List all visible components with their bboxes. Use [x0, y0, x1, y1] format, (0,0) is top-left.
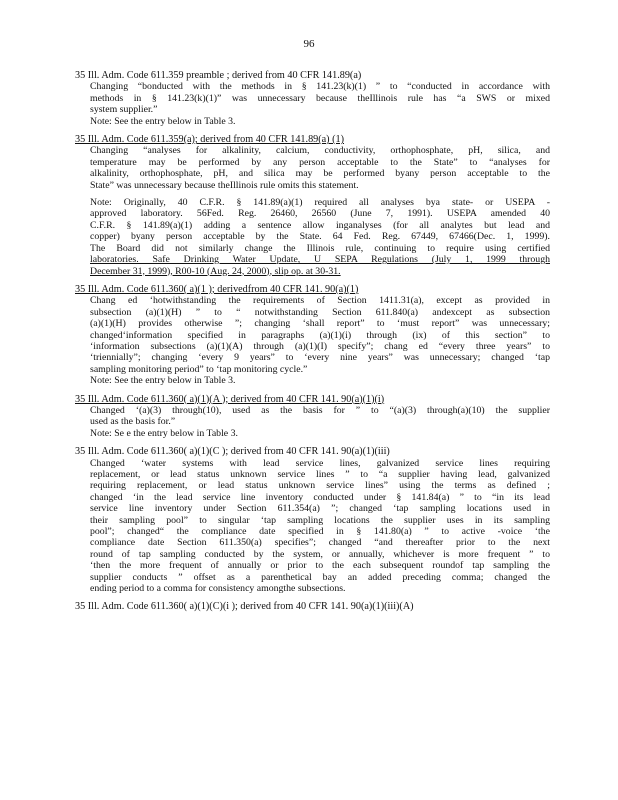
entry-text-line: subsection (a)(1)(H) ” to “ notwithstanding Section 611.840(a) andexcept as subsection	[90, 306, 550, 318]
entry-heading: 35 Ill. Adm. Code 611.360( a)(1)(C ); derived from 40 CFR 141. 90(a)(1)(iii)	[75, 446, 390, 458]
entry-note-line: approved laboratory. 56Fed. Reg. 26460, 26560 (June 7, 1991). USEPA amended 40	[90, 208, 550, 220]
entry-text-line: replacement, or lead status unknown service lines ” to “a supplier having lead, galvanized	[90, 469, 550, 480]
entry-note-line: copper) byany person acceptable by the State. 64 Fed. Reg. 67449, 67466(Dec. 1, 1999).	[90, 231, 550, 243]
entry-note-line: C.F.R. § 141.89(a)(1) adding a sentence allow inganalyses (for all analytes but lead and	[90, 219, 550, 231]
entry-text-line: (a)(1)(H) provides otherwise ”; changing ‘shall report” to ‘must report” was unnecessary;	[90, 318, 550, 330]
table-entry	[75, 601, 550, 612]
entry-text-line: sampling monitoring period” to ‘tap monitoring cycle.”	[90, 363, 308, 375]
entry-text-line: ending period to a comma for consistency amongthe subsections.	[90, 583, 346, 595]
entry-text-line: round of tap sampling conducted by the system, or annually, whichever is more frequent ” to	[90, 548, 550, 560]
entry-heading: 35 Ill. Adm. Code 611.360( a)(1)(A ); derived from 40 CFR 141. 90(a)(1)(i)	[75, 393, 385, 405]
table-entry	[75, 394, 550, 440]
entry-text-line: their sampling pool” to singular ‘tap sampling locations the supplier uses in its sampling	[90, 514, 550, 526]
entry-heading: 35 Ill. Adm. Code 611.359(a); derived from 40 CFR 141.89(a) (1)	[75, 134, 344, 146]
entry-text-line: compliance date Section 611.350(a) specifies”; changed “and thereafter prior to the next	[90, 537, 550, 549]
entry-text-line: changed ‘in the lead service line inventory conducted under § 141.84(a) ” to “in its lead	[90, 491, 550, 503]
entry-text-line: alkalinity, orthophosphate, pH, and silica may be performed byany person acceptable to the	[90, 168, 550, 180]
table-entry	[75, 284, 550, 387]
entry-note-line: December 31, 1999), R00-10 (Aug. 24, 2000), slip op. at 30-31.	[90, 265, 341, 277]
entry-note-line: Note: See the entry below in Table 3.	[90, 375, 236, 387]
entry-note-line: Note: Originally, 40 C.F.R. § 141.89(a)(1) required all analyses bya state- or USEPA -	[90, 197, 550, 209]
entry-heading: 35 Ill. Adm. Code 611.359 preamble ; derived from 40 CFR 141.89(a)	[75, 70, 362, 81]
entry-text-line: changed‘information specified in paragraphs (a)(1)(i) through (ix) of this section” to	[90, 329, 550, 341]
table-entry	[75, 134, 550, 277]
entry-text-line: Chang ed ‘hotwithstanding the requirements of Section 1411.31(a), except as provided in	[90, 295, 550, 307]
table-entry	[75, 70, 550, 127]
table-entry	[75, 446, 550, 594]
entry-text-line: ‘then the more frequent of annually or prior to the each subsequent roundof tap sampling the	[90, 560, 550, 572]
entry-text-line: system supplier.”	[90, 104, 158, 116]
entry-heading: 35 Ill. Adm. Code 611.360( a)(1 ); derivedfrom 40 CFR 141. 90(a)(1)	[75, 283, 359, 295]
entry-text-line: used as the basis for.”	[90, 416, 176, 428]
entry-text-line: temperature may be performed by any person acceptable to the State” to “analyses for	[90, 156, 550, 168]
entry-text-line: ‘triennially”; changing ‘every 9 years” to ‘every nine years” was unnecessary; changed ‘tap	[90, 352, 550, 364]
entry-text-line: Changed ‘water systems with lead service lines, galvanized service lines requiring	[90, 457, 550, 469]
entry-note-line: The Board did not similarly change the Illinois rule, continuing to require using certified	[90, 242, 550, 254]
entry-text-line: service line inventory under Section 611.354(a) ”; changed ‘tap sampling locations used in	[90, 503, 550, 515]
entry-text-line: Changing “analyses for alkalinity, calcium, conductivity, orthophosphate, pH, silica, and	[90, 145, 550, 157]
entry-note-line: laboratories. Safe Drinking Water Update, U SEPA Regulations (July 1, 1999 through	[90, 254, 550, 266]
entry-text-line: Changing “bonducted with the methods in § 141.23(k)(1) ” to “conducted in accordance with	[90, 81, 550, 93]
entry-text-line: pool”; changed“ the compliance date specified in § 141.80(a) ” to active -voice ‘the	[90, 526, 550, 538]
entry-text-line: requiring replacement, or lead status unknown service lines” using the terms as defined ;	[90, 480, 550, 492]
entry-text-line: Changed ‘(a)(3) through(10), used as the basis for ” to “(a)(3) through(a)(10) the supplier	[90, 404, 550, 416]
entry-note-line: Note: See the entry below in Table 3.	[90, 115, 236, 127]
entry-text-line: ‘information subsections (a)(1)(A) through (a)(1)(I) specify”; chang ed “every three years” to	[90, 340, 550, 352]
document-body	[75, 70, 550, 620]
page-number: 96	[303, 38, 315, 50]
entry-note-line: Note: Se e the entry below in Table 3.	[90, 427, 238, 439]
entry-text-line: State” was unnecessary because theIllinois rule omits this statement.	[90, 179, 359, 191]
entry-text-line: supplier conducts ” offset as a parenthetical bay an added preceding comma; changed the	[90, 571, 550, 583]
entry-heading: 35 Ill. Adm. Code 611.360( a)(1)(C)(i ); derived from 40 CFR 141. 90(a)(1)(iii)(A)	[75, 601, 414, 613]
entry-text-line: methods in § 141.23(k)(1)” was unnecessary because theIllinois rule has “a SWS or mixed	[90, 92, 550, 104]
